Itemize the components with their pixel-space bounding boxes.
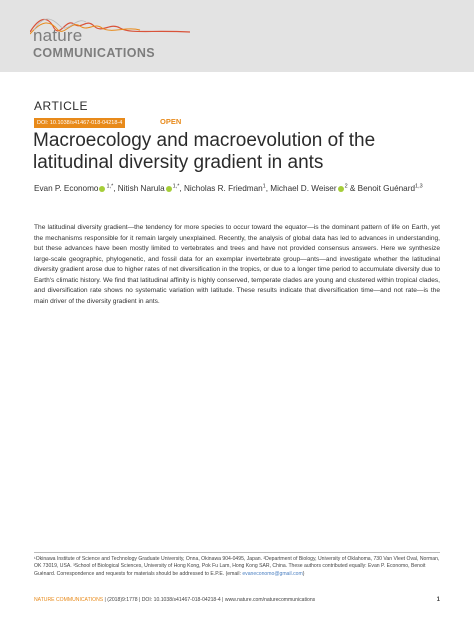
logo-nature-text: nature xyxy=(33,26,83,45)
author-item xyxy=(179,184,265,193)
journal-header xyxy=(0,0,474,72)
open-access-label: OPEN xyxy=(160,117,182,126)
footer-volume: | (2018)9:1778 xyxy=(103,597,140,603)
author-name[interactable]: Evan P. Economo xyxy=(34,183,99,193)
logo-communications-text: COMMUNICATIONS xyxy=(33,46,156,60)
author-list xyxy=(34,183,454,193)
orcid-icon[interactable] xyxy=(99,186,105,192)
affiliations-text: ¹Okinawa Institute of Science and Technology Graduate University, Onna, Okinawa 904-0495, Japan. ²Department of Biology, University of Oklahoma, 730 Van Vleet Oval, Norman, OK 73019, USA. ³School of Biological Sciences, University of Hong Kong, Pok Fu Lam, Hong Kong SAR, China. These authors contributed equally: Evan P. Economo, Benoit Guénard. Correspondence and requests for materials should be addressed to E.P.E. (email: xyxy=(34,556,440,577)
author-separator: & xyxy=(347,183,358,193)
footnote-divider xyxy=(34,552,440,553)
affiliations-text-end: ) xyxy=(302,570,305,577)
author-affiliation-marker: 1 xyxy=(262,183,266,189)
author-name[interactable]: Benoit Guénard xyxy=(357,183,416,193)
author-item xyxy=(348,184,423,193)
author-name[interactable]: Nitish Narula xyxy=(117,183,165,193)
orcid-icon[interactable] xyxy=(166,186,172,192)
orcid-icon[interactable] xyxy=(338,186,344,192)
footer-doi-url[interactable]: | DOI: 10.1038/s41467-018-04218-4 | www.nature.com/naturecommunications xyxy=(139,597,316,603)
author-item xyxy=(266,184,348,193)
author-separator: , xyxy=(179,183,184,193)
abstract: The latitudinal diversity gradient—the tendency for more species to occur toward the equator—is the dominant pattern of life on Earth, yet the mechanisms responsible for it remain largely unexplained. Recently, the analysis of global data has led to advances in understanding, but these advances have been mostly limited to vertebrates and trees and have not provided consensus answers. Here we synthesize large-scale geographic, phylogenetic, and fossil data for an exemplar invertebrate group—ants—and investigate whether the latitudinal diversity gradient arose due to higher rates of net diversification in the tropics, or due to a longer time period to accumulate diversity due to Earth's climatic history. We find that latitudinal affinity is highly conserved, temperate clades are young and clustered within tropical clades, and diversification rate shows no systematic variation with latitude. These results indicate that diversification time—and not rate—is the main driver of the diversity gradient in ants. xyxy=(34,224,440,305)
article-title: Macroecology and macroevolution of the latitudinal diversity gradient in ants xyxy=(33,130,376,173)
author-separator: , xyxy=(265,183,271,193)
article-type-label: ARTICLE xyxy=(34,99,88,113)
author-affiliation-marker: 1,* xyxy=(106,183,114,189)
author-separator: , xyxy=(113,183,118,193)
author-affiliation-marker: 1,3 xyxy=(415,183,423,189)
author-item xyxy=(34,184,113,193)
footer-journal-name: NATURE COMMUNICATIONS xyxy=(34,597,104,603)
correspondence-email-link[interactable]: evaneconomo@gmail.com xyxy=(242,570,303,577)
author-item xyxy=(113,184,179,193)
author-name[interactable]: Michael D. Weiser xyxy=(270,183,337,193)
author-affiliation-marker: 1,* xyxy=(172,183,180,189)
author-affiliation-marker: 2 xyxy=(344,183,348,189)
page-number: 1 xyxy=(436,597,440,603)
doi-badge[interactable]: DOI: 10.1038/s41467-018-04218-4 xyxy=(34,118,125,128)
affiliations xyxy=(34,556,440,578)
page-footer xyxy=(34,597,440,603)
author-name[interactable]: Nicholas R. Friedman xyxy=(183,183,263,193)
